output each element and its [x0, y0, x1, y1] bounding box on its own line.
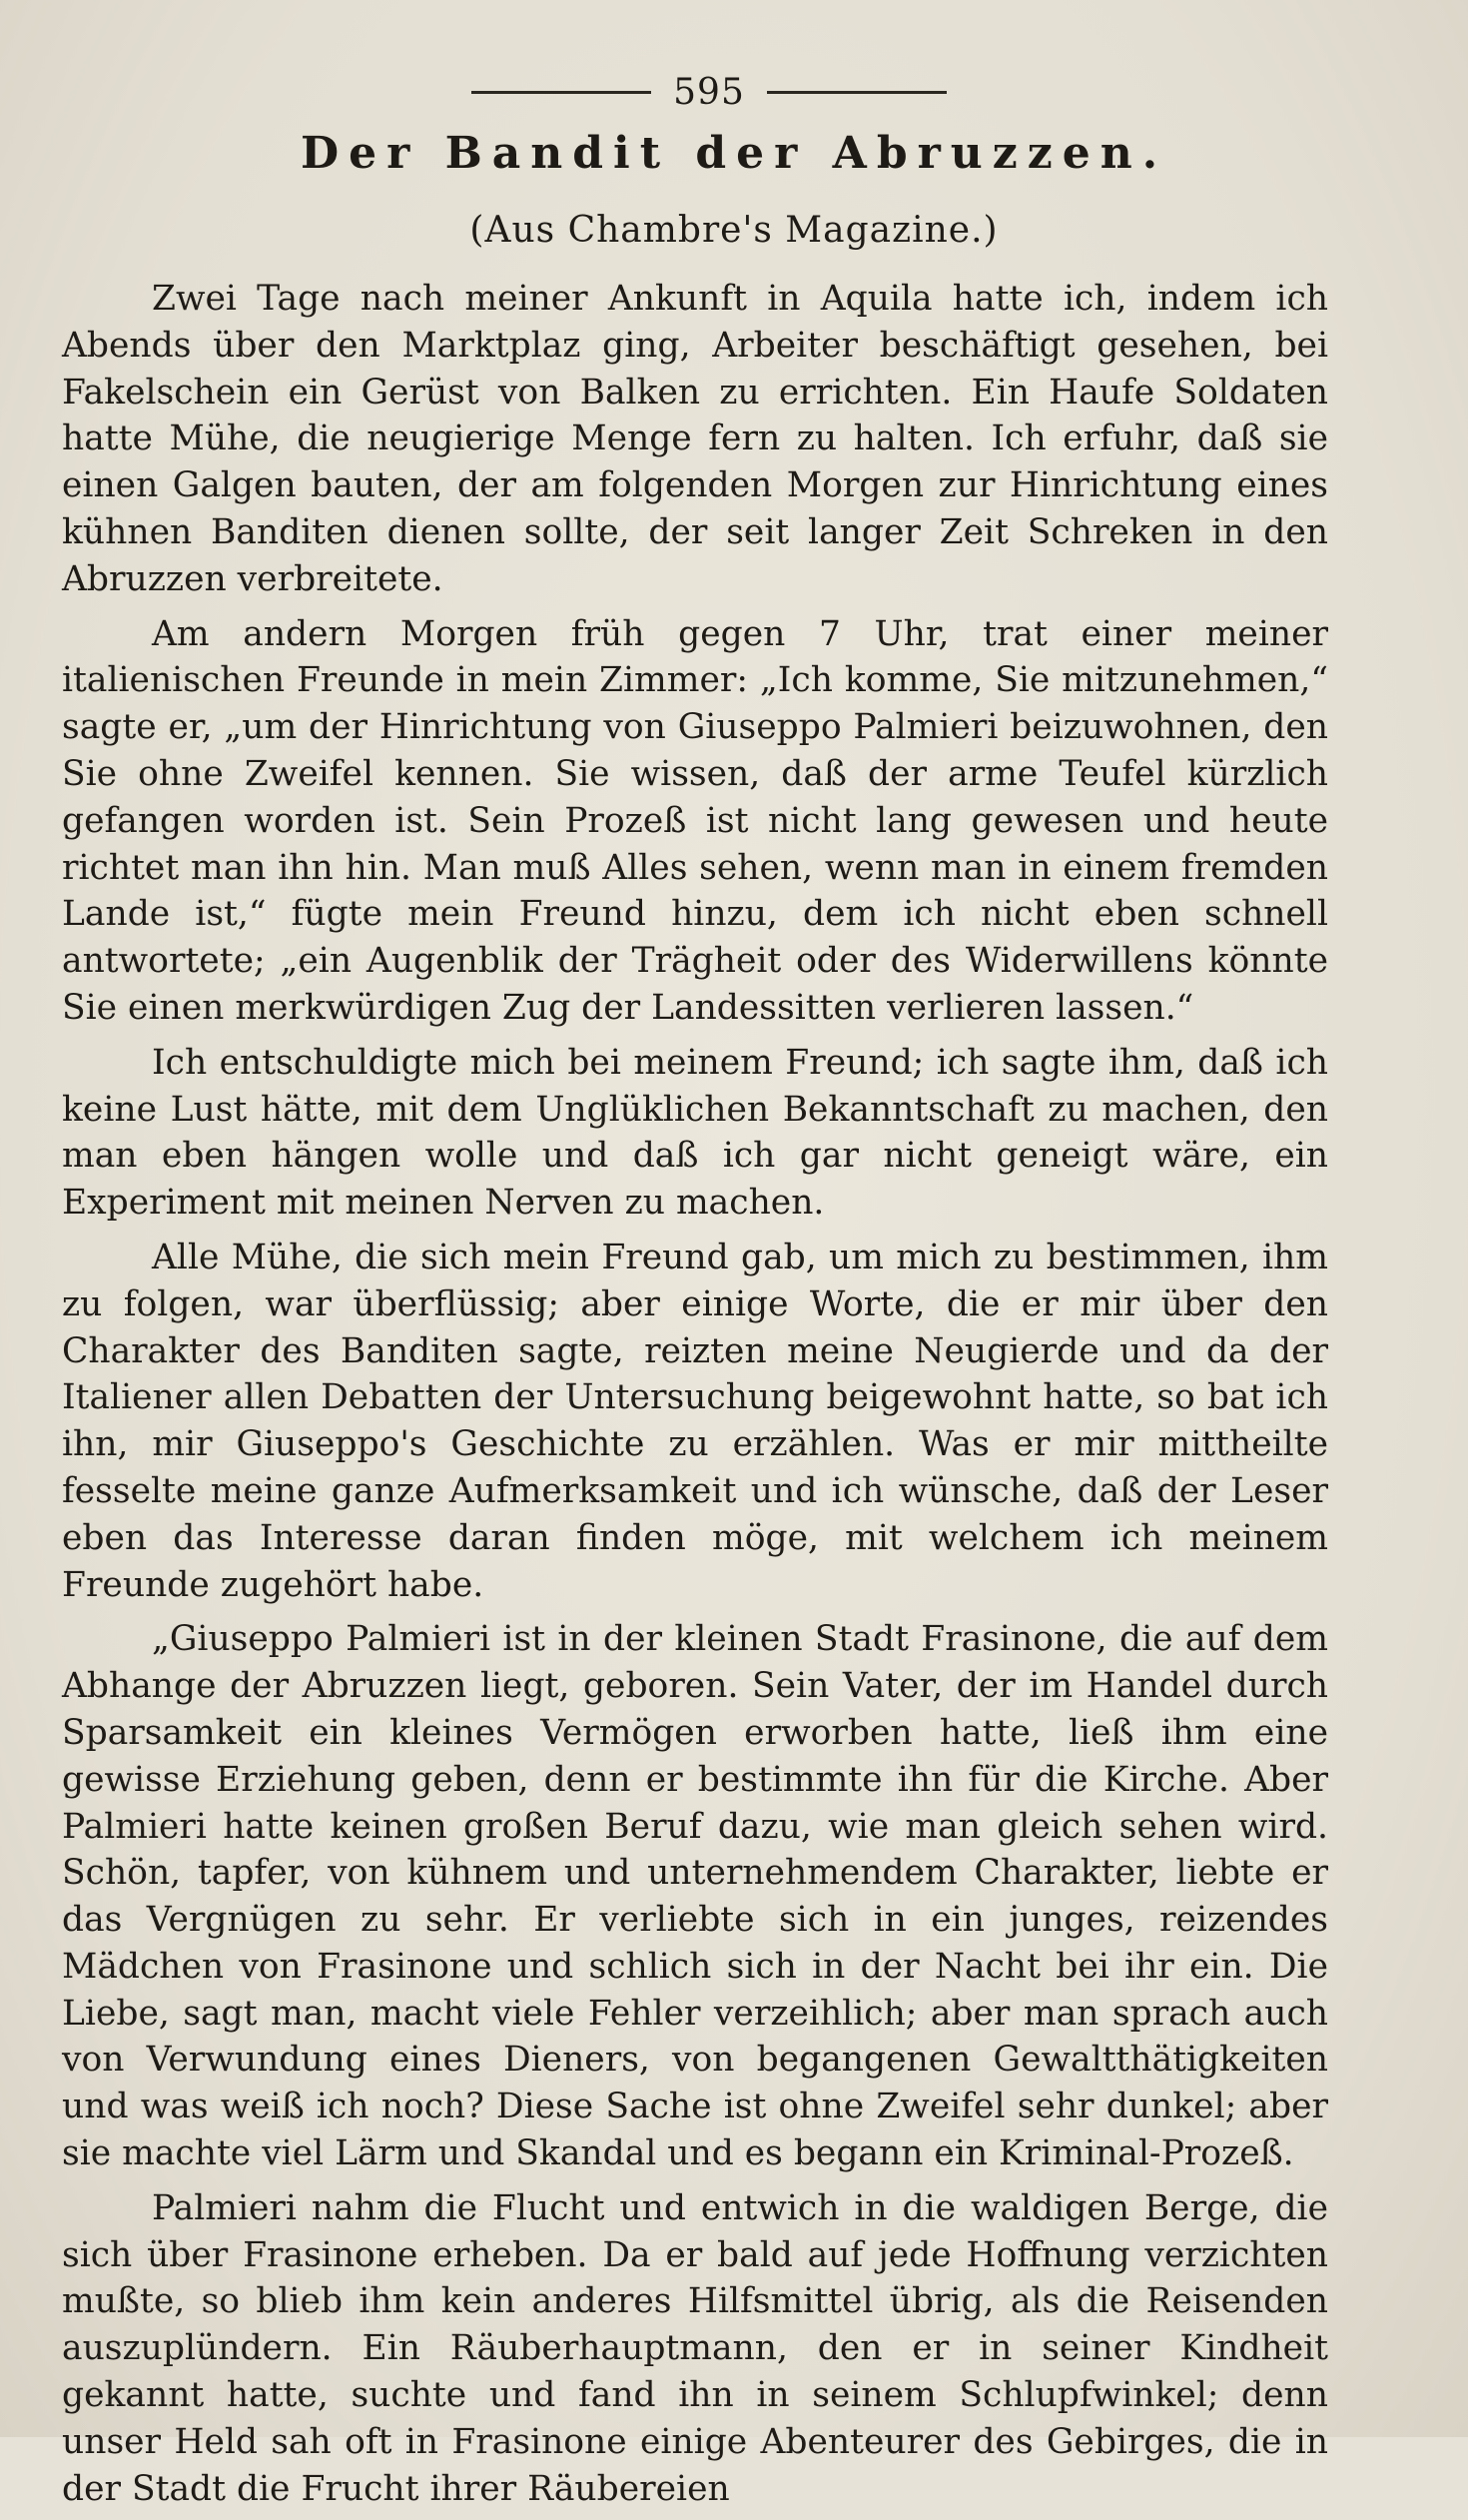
page-header: [464, 62, 954, 122]
page-number: 595: [673, 71, 745, 113]
header-rule-right: [767, 91, 947, 94]
paragraph-6: Palmieri nahm die Flucht und entwich in die waldigen Berge, die sich über Frasinone erheben. Da er bald auf jede Hoffnung verzichten mußte, so blieb ihm kein anderes Hilfsmittel übrig, als die Reisenden auszuplündern. Ein Räuberhauptmann, den er in seiner Kindheit gekannt hatte, suchte und fand ihn in seinem Schlupfwinkel; denn unser Held sah oft in Frasinone einige Abenteurer des Gebirges, die in der Stadt die Frucht ihrer Räubereien: [62, 2187, 1328, 2509]
paragraph-3: Ich entschuldigte mich bei meinem Freund; ich sagte ihm, daß ich keine Lust hätte, mit dem Unglüklichen Bekanntschaft zu machen, den man eben hängen wolle und daß ich gar nicht geneigt wäre, ein Experiment mit meinen Nerven zu machen.: [62, 1042, 1328, 1224]
article-title: Der Bandit der Abruzzen.: [300, 128, 1168, 179]
paragraph-5: „Giuseppo Palmieri ist in der kleinen Stadt Frasinone, die auf dem Abhange der Abruzzen liegt, geboren. Sein Vater, der im Handel durch Sparsamkeit ein kleines Vermögen erworben hatte, ließ ihm eine gewisse Erziehung geben, denn er bestimmte ihn für die Kirche. Aber Palmieri hatte keinen großen Beruf dazu, wie man gleich sehen wird. Schön, tapfer, von kühnem und unternehmendem Charakter, liebte er das Vergnügen zu sehr. Er verliebte sich in ein junges, reizendes Mädchen von Frasinone und schlich sich in der Nacht bei ihr ein. Die Liebe, sagt man, macht viele Fehler verzeihlich; aber man sprach auch von Verwundung eines Dieners, von begangenen Gewaltthätigkeiten und was weiß ich noch? Diese Sache ist ohne Zweifel sehr dunkel; aber sie machte viel Lärm und Skandal und es begann ein Kriminal-Prozeß.: [62, 1619, 1328, 2174]
paragraph-1: Zwei Tage nach meiner Ankunft in Aquila hatte ich, indem ich Abends über den Marktplaz ging, Arbeiter beschäftigt gesehen, bei Fakelschein ein Gerüst von Balken zu errichten. Ein Haufe Soldaten hatte Mühe, die neugierige Menge fern zu halten. Ich erfuhr, daß sie einen Galgen bauten, der am folgenden Morgen zur Hinrichtung eines kühnen Banditen dienen sollte, der seit langer Zeit Schreken in den Abruzzen verbreitete.: [62, 279, 1328, 599]
article-body: [62, 276, 1328, 2520]
article-source: (Aus Chambre's Magazine.): [469, 210, 999, 251]
header-rule-left: [471, 91, 651, 94]
paragraph-2: Am andern Morgen früh gegen 7 Uhr, trat einer meiner italienischen Freunde in mein Zimmer: „Ich komme, Sie mitzunehmen,“ sagte er, „um der Hinrichtung von Giuseppo Palmieri beizuwohnen, den Sie ohne Zweifel kennen. Sie wissen, daß der arme Teufel kürzlich gefangen worden ist. Sein Prozeß ist nicht lang gewesen und heute richtet man ihn hin. Man muß Alles sehen, wenn man in einem fremden Lande ist,“ fügte mein Freund hinzu, dem ich nicht eben schnell antwortete; „ein Augenblik der Trägheit oder des Widerwillens könnte Sie einen merkwürdigen Zug der Landessitten verlieren lassen.“: [62, 613, 1328, 1028]
paragraph-4: Alle Mühe, die sich mein Freund gab, um mich zu bestimmen, ihm zu folgen, war überflüssig; aber einige Worte, die er mir über den Charakter des Banditen sagte, reizten meine Neugierde und da der Italiener allen Debatten der Untersuchung beigewohnt hatte, so bat ich ihn, mir Giuseppo's Geschichte zu erzählen. Was er mir mittheilte fesselte meine ganze Aufmerksamkeit und ich wünsche, daß der Leser eben das Interesse daran finden möge, mit welchem ich meinem Freunde zugehört habe.: [62, 1237, 1328, 1605]
